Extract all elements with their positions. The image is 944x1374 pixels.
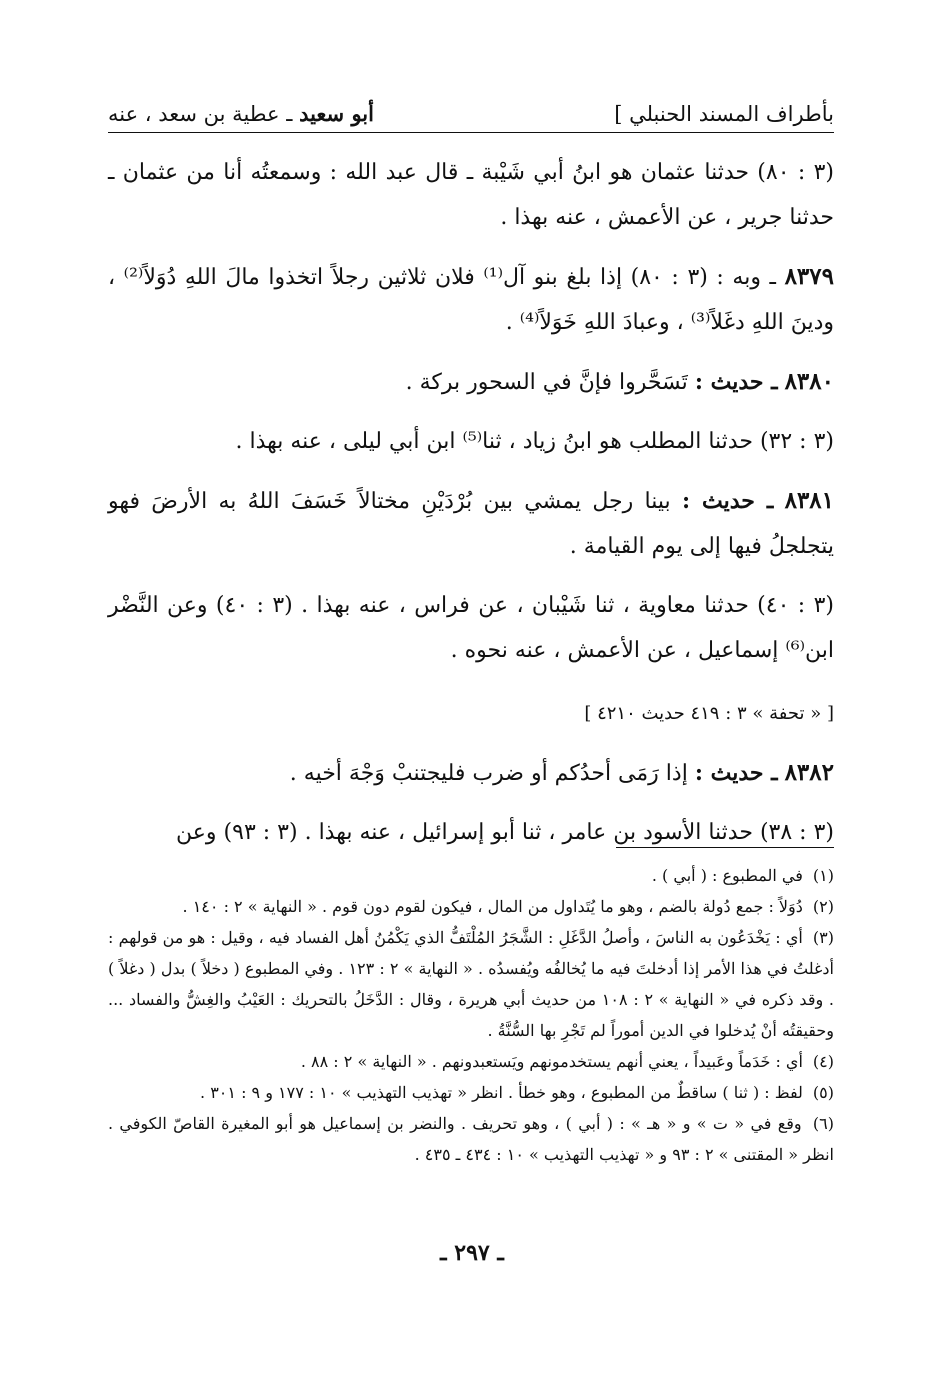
footnote-mark: (١) — [812, 866, 834, 885]
header-left-bold: أبو سعيد — [299, 101, 374, 126]
page-number — [0, 1240, 944, 1266]
footnotes — [108, 860, 834, 1170]
footnote — [108, 1077, 834, 1108]
hadith-text: إذا رَمَى أحدُكم أو ضرب فليجتنبْ وَجْهَ أخيه . — [289, 761, 688, 786]
hadith-keyword: ـ حديث : — [681, 488, 774, 514]
paragraph-4: (٣ : ٣٢) حدثنا المطلب هو ابنُ زياد ، ثنا⁽⁵⁾ ابن أبي ليلى ، عنه بهذا . — [235, 429, 834, 454]
footnote — [108, 922, 834, 1046]
footnote — [108, 1046, 834, 1077]
hadith-number: ٨٣٨٢ — [784, 759, 834, 786]
hadith-8380 — [108, 359, 834, 405]
paragraph-1: (٣ : ٨٠) حدثنا عثمان هو ابنُ أبي شَيْبة ـ قال عبد الله : وسمعتُه أنا من عثمان ـ حدثنا جرير ، عن الأعمش ، عنه بهذا . — [108, 160, 835, 230]
hadith-number: ٨٣٨١ — [784, 487, 835, 514]
footnote-text: وقع في « ت » و « هـ » : ( أبي ) ، وهو تحريف . والنضر بن إسماعيل هو أبو المغيرة القاصّ الكوفي . انظر « المقتنى » ٢ : ٩٣ و « تهذيب التهذيب » ١٠ : ٤٣٤ ـ ٤٣٥ . — [108, 1114, 834, 1164]
paragraph-6: (٣ : ٤٠) حدثنا معاوية ، ثنا شَيْبان ، عن فراس ، عنه بهذا . (٣ : ٤٠) وعن النَّضْر ابن⁽⁶⁾ إسماعيل ، عن الأعمش ، عنه نحوه . — [108, 593, 834, 663]
running-header — [108, 86, 834, 126]
footnote-mark: (٤) — [812, 1052, 834, 1071]
page-number-text: ـ ٢٩٧ ـ — [440, 1240, 504, 1266]
hadith-number: ٨٣٨٠ — [784, 368, 834, 395]
header-right-title: بأطراف المسند الحنبلي ] — [614, 102, 834, 126]
footnote-divider — [616, 847, 834, 848]
hadith-keyword: ـ حديث : — [694, 369, 778, 395]
tuhfa-reference: [ « تحفة » ٣ : ٤١٩ حديث ٤٢١٠ ] — [584, 703, 834, 724]
header-divider — [108, 132, 834, 133]
footnote-mark: (٣) — [812, 928, 835, 947]
footnote-text: في المطبوع : ( أبي ) . — [651, 866, 803, 885]
footnote-mark: (٦) — [812, 1114, 834, 1133]
hadith-keyword: ـ حديث : — [694, 760, 778, 786]
footnote-text: أي : يَخْدَعُون به الناسَ ، وأصلُ الدَّغَلِ : الشَّجَرُ المُلْتَفُّ الذي يَكْمُنُ أهل الفساد فيه ، وقيل : هو من قولهم : أدغلتُ في هذا الأمر إذا أدخلتَ فيه ما يُخالفُه ويُفسدُه . « النهاية » ٢ : ١٢٣ . وفي المطبوع ( دخلاً ) بدل ( دغلاً ) . وقد ذكره في « النهاية » ٢ : ١٠٨ من حديث أبي هريرة ، وقال : الدَّخَلُ بالتحريك : العَيْبُ والغِشُّ والفساد ... وحقيقتُه أنْ يُدخلوا في الدين أموراً لم تَجْرِ بها السُّنَّةُ . — [108, 928, 835, 1040]
hadith-text: تَسَحَّروا فإنَّ في السحور بركة . — [405, 370, 688, 395]
hadith-text: ـ وبه : (٣ : ٨٠) إذا بلغ بنو آل⁽¹⁾ فلان ثلاثين رجلاً اتخذوا مالَ اللهِ دُوَلاً⁽²⁾ ، ودينَ اللهِ دغَلاً⁽³⁾ ، وعبادَ اللهِ خَوَلاً⁽⁴⁾ . — [108, 265, 834, 335]
header-left — [108, 101, 374, 126]
hadith-8382 — [108, 750, 834, 796]
paragraph-8: (٣ : ٣٨) حدثنا الأسود بن عامر ، ثنا أبو إسرائيل ، عنه بهذا . (٣ : ٩٣) وعن — [176, 820, 834, 845]
footnote-text: أي : خَدَماً وعَبيداً ، يعني أنهم يستخدمونهم ويَستعبدونهم . « النهاية » ٢ : ٨٨ . — [300, 1052, 803, 1071]
footnote-mark: (٥) — [812, 1083, 834, 1102]
hadith-text: بينا رجل يمشي بين بُرْدَيْنِ مختالاً خَسَفَ اللهُ به الأرضَ فهو يتجلجلُ فيها إلى يوم القيامة . — [108, 489, 834, 559]
footnote-mark: (٢) — [812, 897, 834, 916]
footnote-text: لفظ : ( ثنا ) ساقطٌ من المطبوع ، وهو خطأ . انظر « تهذيب التهذيب » ١٠ : ١٧٧ و ٩ : ٣٠١ . — [200, 1083, 803, 1102]
footnote-text: دُوَلاً : جمع دُولة بالضم ، وهو ما يُتَداول من المال ، فيكون لقوم دون قوم . « النهاية » ٢ : ١٤٠ . — [182, 897, 803, 916]
hadith-8381 — [108, 478, 834, 569]
footnote — [108, 860, 834, 891]
main-text — [108, 150, 834, 869]
header-left-rest: ـ عطية بن سعد ، عنه — [108, 102, 293, 126]
footnote — [108, 891, 834, 922]
hadith-8379 — [108, 254, 834, 345]
hadith-number: ٨٣٧٩ — [784, 263, 834, 290]
footnote — [108, 1108, 834, 1170]
